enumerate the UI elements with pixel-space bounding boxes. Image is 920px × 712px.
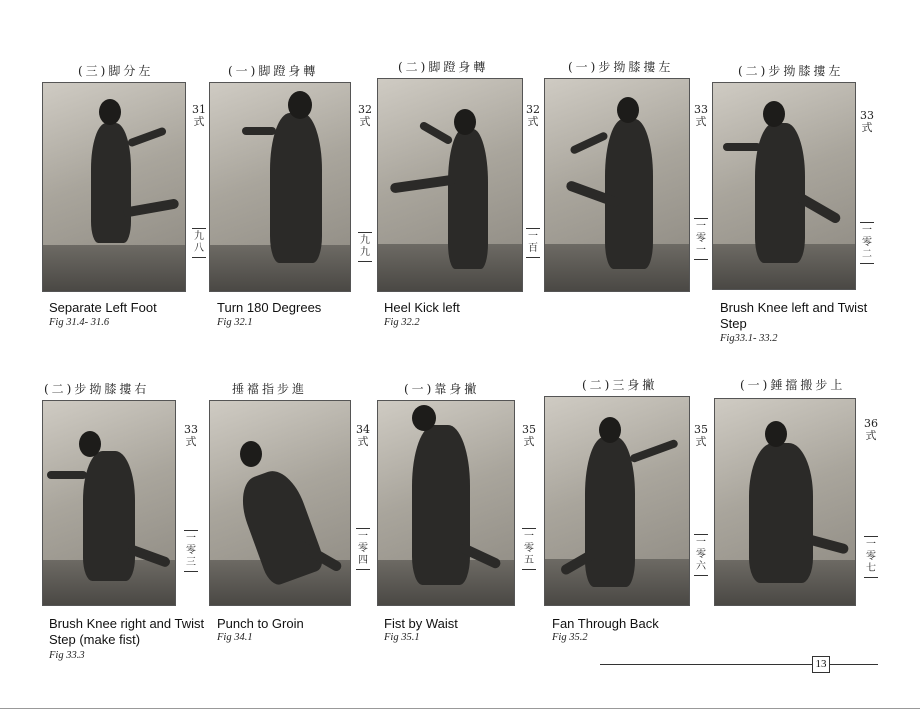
caption: Turn 180 Degrees	[217, 300, 322, 315]
figure-reference: Fig 33.3	[49, 650, 85, 661]
form-number: 32 式	[526, 103, 540, 128]
caption: Brush Knee left and Twist Step	[720, 300, 868, 331]
frame-number: 一 零 七	[864, 536, 878, 578]
photo-heel-kick-left	[377, 78, 523, 292]
cjk-title: (二)步拗膝摟左	[738, 64, 844, 78]
figure-reference: Fig33.1- 33.2	[720, 333, 778, 344]
figure-reference: Fig 32.1	[217, 317, 253, 328]
form-number: 33 式	[184, 423, 198, 448]
form-number: 35 式	[694, 423, 708, 448]
figure-reference: Fig 35.1	[384, 632, 420, 643]
frame-number: 一 零 四	[356, 528, 370, 570]
cjk-title: (二)三身撇	[582, 378, 658, 392]
form-number: 32 式	[358, 103, 372, 128]
frame-number: 一 零 二	[860, 222, 874, 264]
caption: Brush Knee right and Twist Step (make fist)	[49, 616, 205, 647]
photo-brush-knee-right	[42, 400, 176, 606]
photo-brush-knee-left-1	[544, 78, 690, 292]
photo-fan-through-back	[544, 396, 690, 606]
caption: Fan Through Back	[552, 616, 659, 631]
photo-fist-by-waist	[377, 400, 515, 606]
photo-step-up-parry-punch	[714, 398, 856, 606]
caption: Separate Left Foot	[49, 300, 157, 315]
frame-number: 一 零 一	[694, 218, 708, 260]
form-number: 34 式	[356, 423, 370, 448]
photo-turn-180	[209, 82, 351, 292]
figure-reference: Fig 32.2	[384, 317, 420, 328]
caption: Heel Kick left	[384, 300, 460, 315]
photo-separate-left-foot	[42, 82, 186, 292]
form-number: 36 式	[864, 417, 878, 442]
cjk-title: 捶襠指步進	[232, 382, 308, 396]
cjk-title: (三)脚分左	[78, 64, 154, 78]
figure-reference: Fig 35.2	[552, 632, 588, 643]
cjk-title: (一)步拗膝摟左	[568, 60, 674, 74]
frame-number: 一 零 六	[694, 534, 708, 576]
page-number: 13	[812, 656, 830, 673]
figure-reference: Fig 31.4- 31.6	[49, 317, 110, 328]
form-number: 31 式	[192, 103, 206, 128]
form-number: 35 式	[522, 423, 536, 448]
caption: Punch to Groin	[217, 616, 304, 631]
cjk-title: (一)脚蹬身轉	[228, 64, 319, 78]
photo-brush-knee-left-2	[712, 82, 856, 290]
photo-punch-to-groin	[209, 400, 351, 606]
cjk-title: (二)步拗膝摟右	[44, 382, 150, 396]
form-number: 33 式	[860, 109, 874, 134]
cjk-title: (一)靠身撇	[404, 382, 480, 396]
frame-number: 九 八	[192, 228, 206, 258]
frame-number: 一 零 五	[522, 528, 536, 570]
form-number: 33 式	[694, 103, 708, 128]
figure-reference: Fig 34.1	[217, 632, 253, 643]
footer-rule	[600, 664, 878, 665]
frame-number: 九 九	[358, 232, 372, 262]
caption: Fist by Waist	[384, 616, 458, 631]
frame-number: 一 零 三	[184, 530, 198, 572]
page-bottom-edge	[0, 708, 920, 709]
cjk-title: (一)錘擋搬步上	[740, 378, 846, 392]
frame-number: 一 百	[526, 228, 540, 258]
cjk-title: (二)脚蹬身轉	[398, 60, 489, 74]
